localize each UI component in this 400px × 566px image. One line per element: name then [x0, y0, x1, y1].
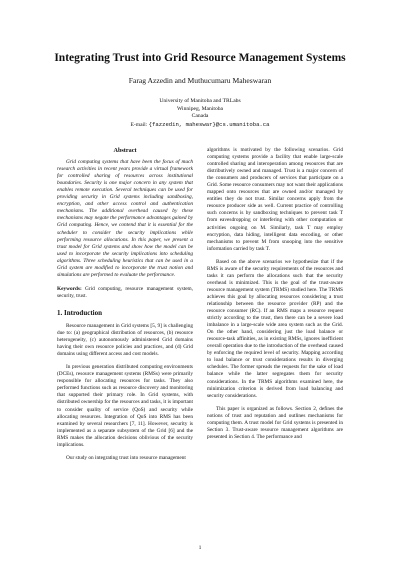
body-paragraph: Based on the above scenarios we hypothesize that if the RMS is aware of the security requirements of the resources and tasks it can perform the allocations such that the security overhead is minimized. This is the goal of the trust-aware resource management system (TRMS) studied here. The TRMS achieves this goal by allocating resources considering a trust relationship between the resource provider (RP) and the resource consumer (RC). If an RMS maps a resource request strictly according to the trust, then there can be a severe load imbalance in a large-scale wide area system such as the Grid. On the other hand, considering just the load balance or resource-task affinities, as in existing RMSs, ignores inefficient overall operation due to the introduction of the overhead caused by enforcing the required level of security. Mapping according to load balance or trust considerations results in diverging schedules. The former spreads the requests for the sake of load balance while the latter segregates them for security considerations. In the TRMS algorithms examined here, the minimization criterion is derived from load balancing and security considerations.	[207, 258, 343, 399]
body-paragraph: Our study on integrating trust into resource management	[66, 454, 186, 461]
keywords	[57, 286, 193, 300]
body-paragraph: algorithms is motivated by the following scenarios. Grid computing systems provide a facility that enable large-scale controlled sharing and interoperation among resources that are distributively owned and managed. Trust is a major concern of the consumers and producers of services that participate on a Grid. Some resource consumers may not want their applications mapped onto resources that are owned and/or managed by entities they do not trust. Similar concerns apply from the resource producer side as well. Current practice of controlling such concerns is by sandboxing techniques to prevent task T from eavesdropping or interfering with other computation or activities ongoing on M. Similarly, task T may employ encryption, data hiding, intelligent data encoding, or other mechanisms to prevent M from snooping into the sensitive information carried by task T.	[207, 147, 343, 252]
body-paragraph: Resource management in Grid systems [5, 9] is challenging due to: (a) geographical distribution of resources, (b) resource heterogeneity, (c) autonomously administered Grid domains having their own resource policies and practices, and (d) Grid domains using different access and cost models.	[57, 322, 193, 358]
keywords-label: Keywords:	[57, 285, 82, 292]
page-number: 1	[198, 545, 202, 551]
paper-title: Integrating Trust into Grid Resource Management Systems	[54, 52, 346, 64]
affiliation-line: University of Manitoba and TRLabs	[159, 98, 241, 104]
affiliation-line: Winnipeg, Manitoba	[176, 105, 224, 112]
email-address: {fazzedin, maheswar}@cs.umanitoba.ca	[148, 120, 270, 128]
right-column	[207, 147, 343, 542]
paper-authors: Farag Azzedin and Muthucumaru Maheswaran	[128, 76, 272, 85]
abstract-heading: Abstract	[113, 147, 137, 154]
email-line	[0, 121, 400, 130]
section-heading: 1. Introduction	[57, 308, 102, 317]
body-paragraph: In previous generation distributed computing environments (DCEs), resource management systems (RMSs) were primarily responsible for allocating resources for tasks. They also performed functions such as resource discovery and monitoring that supported their primary role. In Grid systems, with distributed ownership for the resources and tasks, it is important to consider quality of service (QoS) and security while allocating resources. Integration of QoS into RMS has been examined by several researchers [7, 11]. However, security is implemented as a separate subsystem of the Grid [6] and the RMS makes the allocation decisions oblivious of the security implications.	[57, 364, 193, 448]
keywords-text: Grid computing, resource management system, security, trust.	[57, 285, 193, 299]
left-column	[57, 147, 193, 542]
body-paragraph: This paper is organized as follows. Section 2, defines the notions of trust and reputation and outlines mechanisms for computing them. A trust model for Grid systems is presented in Section 3. Trust-aware resource management algorithms are presented in Section 4. The performance and	[207, 405, 343, 440]
abstract-text: Grid computing systems that have been the focus of much research activities in recent years provide a virtual framework for controlled sharing of resources across institutional boundaries. Security is one major concern in any system that enables remote execution. Several techniques can be used for providing security in Grid systems including sandboxing, encryption, and other access control and authentication mechanisms. The additional overhead caused by these mechanisms may negate the performance advantages gained by Grid computing. Hence, we contend that it is essential for the scheduler to consider the security implications while performing resource allocations. In this paper, we present a trust model for Grid systems and show how the model can be used to incorporate the security implications into scheduling algorithms. Three scheduling heuristics that can be used in a Grid system are modified to incorporate the trust notion and simulations are performed to evaluate the performance.	[57, 159, 193, 278]
affiliation-line: Canada	[191, 113, 209, 120]
email-label: E-mail:	[130, 121, 148, 128]
affiliation-block	[0, 98, 400, 129]
